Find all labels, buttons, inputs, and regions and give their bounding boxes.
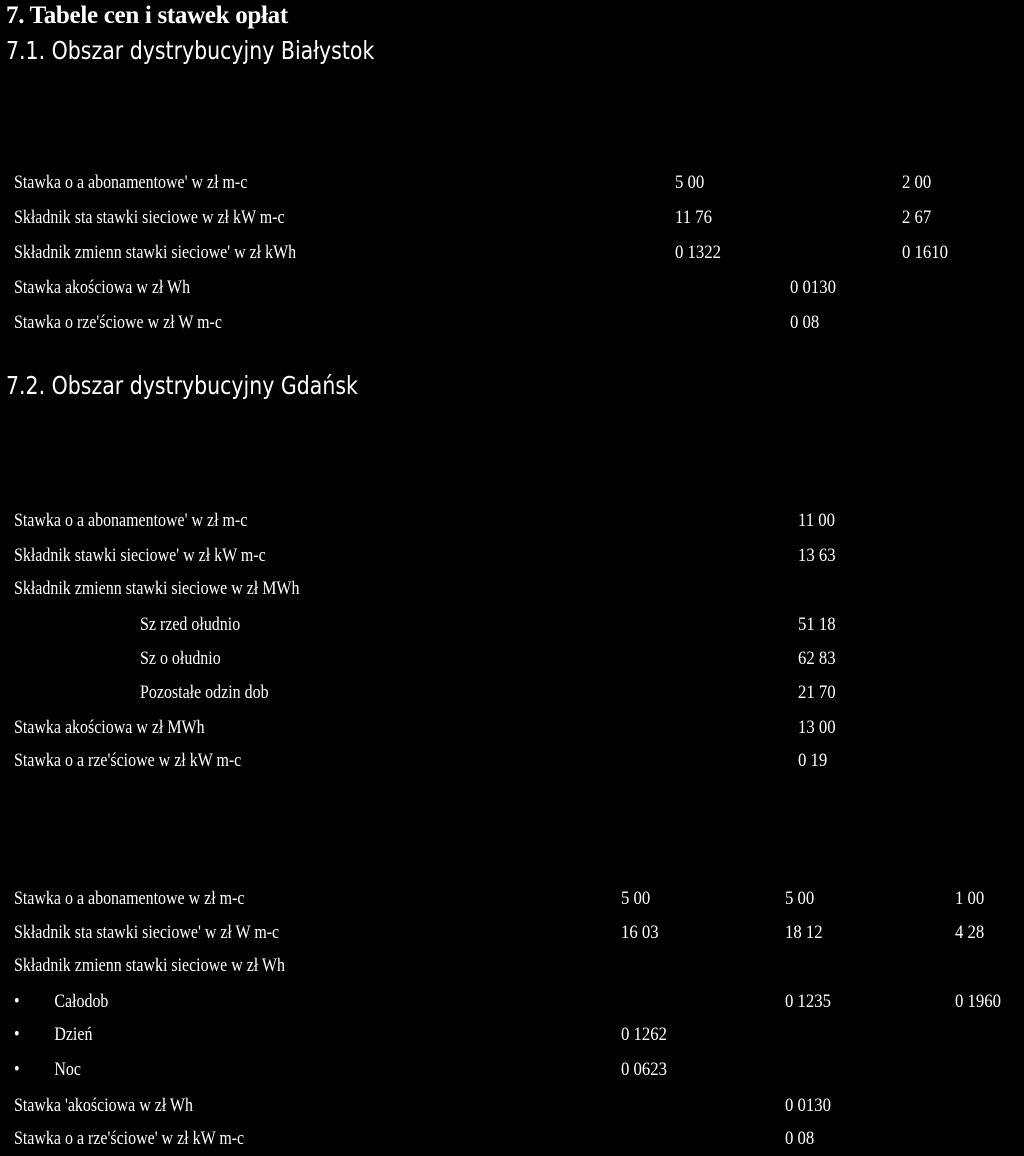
rate-value: 0 1262 xyxy=(621,1024,667,1045)
row-label-text: Składnik zmienn stawki sieciowe' w zł kWh xyxy=(14,242,297,263)
row-label xyxy=(14,172,247,194)
chapter-heading: 7. Tabele cen i stawek opłat xyxy=(6,2,288,29)
rate-value: 0 19 xyxy=(798,750,828,771)
row-label xyxy=(14,510,247,532)
rate-value: 62 83 xyxy=(798,648,836,669)
table-row xyxy=(0,922,1024,950)
rate-value: 0 1322 xyxy=(675,242,721,263)
table-row xyxy=(0,1024,1024,1052)
table-row xyxy=(0,717,1024,745)
rate-value: 18 12 xyxy=(785,922,823,943)
row-label xyxy=(14,922,279,944)
row-label-text: Składnik zmienn stawki sieciowe w zł MWh xyxy=(14,578,300,599)
row-label xyxy=(14,242,296,264)
row-label-text: Składnik sta stawki sieciowe' w zł W m-c xyxy=(14,922,280,943)
row-label-text: Składnik stawki sieciowe' w zł kW m-c xyxy=(14,545,266,566)
table-row xyxy=(0,955,1024,983)
rate-value: 0 1235 xyxy=(785,991,831,1012)
rate-value: 5 00 xyxy=(785,888,815,909)
rate-value: 2 00 xyxy=(902,172,932,193)
row-label-text: Stawka akościowa w zł Wh xyxy=(14,277,191,298)
row-label-text: Sz o ołudnio xyxy=(140,648,221,669)
rate-value: 13 63 xyxy=(798,545,836,566)
row-label-text: Sz rzed ołudnio xyxy=(140,614,241,635)
row-label xyxy=(14,312,222,334)
section-title-gdansk: 7.2. Obszar dystrybucyjny Gdańsk xyxy=(6,371,358,400)
rate-value: 0 1960 xyxy=(955,991,1001,1012)
row-label-text: Stawka o a rze'ściowe w zł kW m-c xyxy=(14,750,242,771)
row-label-text: Składnik sta stawki sieciowe w zł kW m-c xyxy=(14,207,285,228)
table-row xyxy=(0,312,1024,340)
table-row xyxy=(0,682,1024,710)
row-label xyxy=(14,1059,81,1081)
table-row xyxy=(0,1128,1024,1156)
row-label xyxy=(14,717,205,739)
table-row xyxy=(0,277,1024,305)
rate-value: 5 00 xyxy=(621,888,651,909)
table-row xyxy=(0,991,1024,1019)
bullet-icon: • xyxy=(14,1024,20,1045)
row-label xyxy=(14,991,108,1013)
table-row xyxy=(0,614,1024,642)
rate-value: 0 0623 xyxy=(621,1059,667,1080)
bullet-icon: • xyxy=(14,1059,20,1080)
row-label xyxy=(140,648,221,670)
table-row xyxy=(0,510,1024,538)
row-label xyxy=(140,682,269,704)
row-label-text: Noc xyxy=(54,1059,81,1080)
row-label-text: Stawka o rze'ściowe w zł W m-c xyxy=(14,312,222,333)
row-label xyxy=(14,888,244,910)
table-row xyxy=(0,648,1024,676)
row-label xyxy=(140,614,240,636)
row-label-text: Pozostałe odzin dob xyxy=(140,682,269,703)
row-label-text: Dzień xyxy=(54,1024,93,1045)
table-row xyxy=(0,207,1024,235)
row-label xyxy=(14,1128,244,1150)
row-label xyxy=(14,1024,92,1046)
rate-value: 1 00 xyxy=(955,888,985,909)
table-row xyxy=(0,888,1024,916)
row-label-text: Całodob xyxy=(54,991,109,1012)
rate-value: 0 1610 xyxy=(902,242,948,263)
table-row xyxy=(0,750,1024,778)
row-label-text: Stawka 'akościowa w zł Wh xyxy=(14,1095,193,1116)
row-label-text: Stawka o a abonamentowe w zł m-c xyxy=(14,888,245,909)
row-label-text: Stawka o a abonamentowe' w zł m-c xyxy=(14,172,248,193)
table-row xyxy=(0,1059,1024,1087)
row-label xyxy=(14,277,190,299)
section-title-bialystok: 7.1. Obszar dystrybucyjny Białystok xyxy=(6,36,375,65)
rate-value: 13 00 xyxy=(798,717,836,738)
table-row xyxy=(0,242,1024,270)
row-label xyxy=(14,578,299,600)
table-row xyxy=(0,578,1024,606)
bullet-icon: • xyxy=(14,991,20,1012)
row-label-text: Stawka o a abonamentowe' w zł m-c xyxy=(14,510,248,531)
row-label xyxy=(14,750,241,772)
rate-value: 21 70 xyxy=(798,682,836,703)
rate-value: 2 67 xyxy=(902,207,932,228)
rate-value: 51 18 xyxy=(798,614,836,635)
row-label-text: Składnik zmienn stawki sieciowe w zł Wh xyxy=(14,955,285,976)
rate-value: 0 0130 xyxy=(790,277,836,298)
rate-value: 11 76 xyxy=(675,207,713,228)
table-row xyxy=(0,545,1024,573)
row-label xyxy=(14,207,285,229)
rate-value: 0 0130 xyxy=(785,1095,831,1116)
rate-value: 0 08 xyxy=(785,1128,815,1149)
row-label xyxy=(14,545,266,567)
row-label-text: Stawka o a rze'ściowe' w zł kW m-c xyxy=(14,1128,245,1149)
row-label xyxy=(14,955,285,977)
rate-value: 16 03 xyxy=(621,922,659,943)
rate-value: 11 00 xyxy=(798,510,836,531)
table-row xyxy=(0,1095,1024,1123)
table-row xyxy=(0,172,1024,200)
rate-value: 0 08 xyxy=(790,312,820,333)
row-label-text: Stawka akościowa w zł MWh xyxy=(14,717,205,738)
rate-value: 5 00 xyxy=(675,172,705,193)
row-label xyxy=(14,1095,193,1117)
rate-value: 4 28 xyxy=(955,922,985,943)
